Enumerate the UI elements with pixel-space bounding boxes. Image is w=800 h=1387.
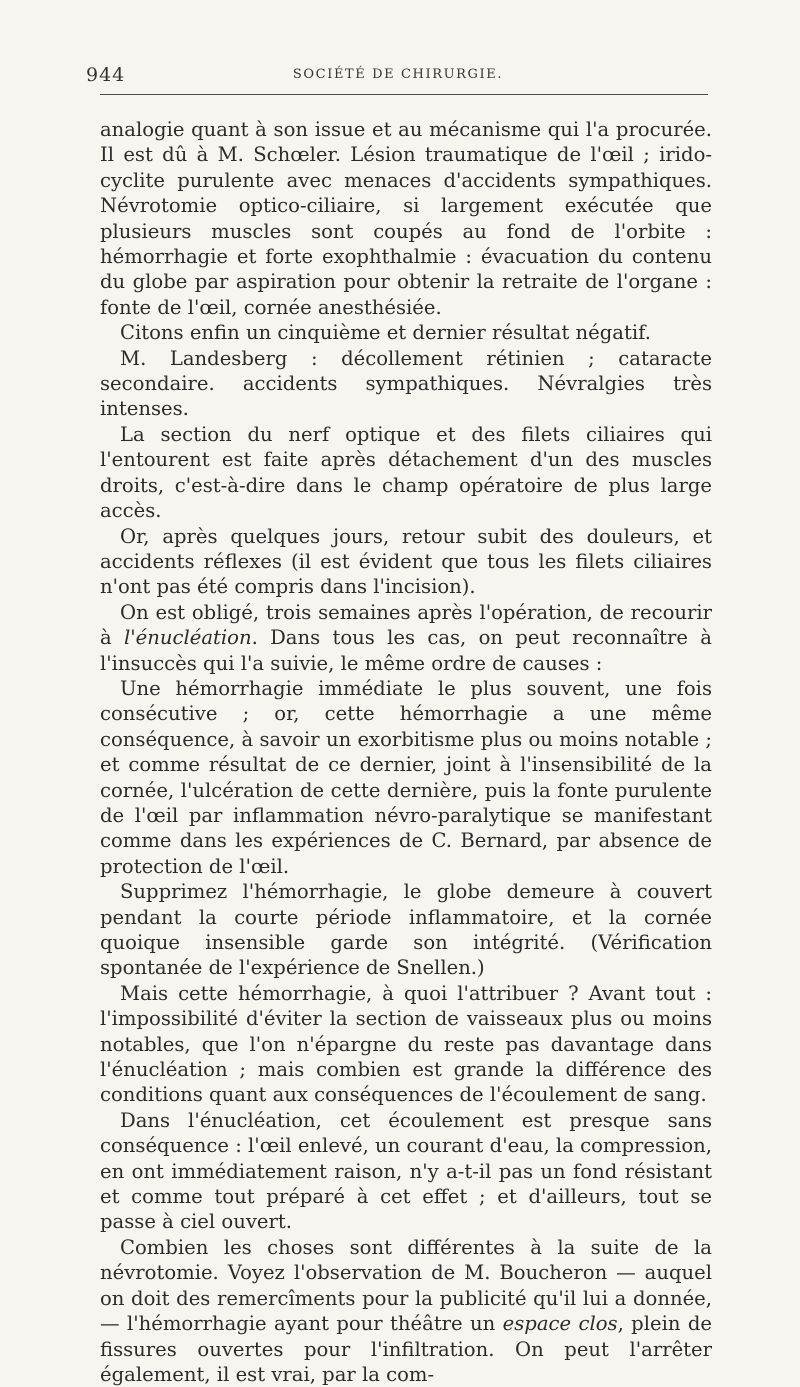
paragraph <box>100 600 712 676</box>
paragraph <box>100 981 712 1108</box>
paragraph <box>100 117 712 320</box>
paragraph <box>100 1108 712 1235</box>
text-run: Une hémorrhagie immédiate le plus souvent, une fois consécutive ; or, cette hémorrhagie a une même conséquence, à savoir un exorbitisme plus ou moins notable ; et comme résultat de ce dernier, joint à l'insensibilité de la cornée, l'ulcération de cette dernière, puis la fonte purulente de l'œil par inflammation névro-paralytique se manifestant comme dans les expériences de C. Bernard, par absence de protection de l'œil. <box>100 676 712 878</box>
paragraph <box>100 524 712 600</box>
text-run: , plein de fissures ouvertes pour l'infiltration. On peut l'arrêter également, il est vrai, par la com- <box>100 1312 712 1386</box>
text-run: Dans l'énucléation, cet écoulement est presque sans conséquence : l'œil enlevé, un courant d'eau, la compression, en ont immédiatement raison, n'y a-t-il pas un fond résistant et comme tout préparé à cet effet ; et d'ailleurs, tout se passe à ciel ouvert. <box>100 1108 712 1234</box>
text-run: Or, après quelques jours, retour subit des douleurs, et accidents réflexes (il est évident que tous les filets ciliaires n'ont pas été compris dans l'incision). <box>100 524 712 599</box>
running-title: SOCIÉTÉ DE CHIRURGIE. <box>292 67 504 82</box>
paragraph <box>100 346 712 422</box>
running-head <box>86 60 710 90</box>
text-run: La section du nerf optique et des filets ciliaires qui l'entourent est faite après détachement d'un des muscles droits, c'est-à-dire dans le champ opératoire de plus large accès. <box>100 422 712 523</box>
text-run: Supprimez l'hémorrhagie, le globe demeure à couvert pendant la courte période inflammatoire, et la cornée quoique insensible garde son intégrité. (Vérification spontanée de l'expérience de Snellen.) <box>100 880 712 980</box>
paragraph <box>100 422 712 524</box>
text-run: Citons enfin un cinquième et dernier résultat négatif. <box>120 321 651 345</box>
paragraph <box>100 320 712 345</box>
italic-phrase: l'énucléation <box>124 626 252 650</box>
italic-phrase: espace clos <box>502 1312 618 1336</box>
text-run: . Dans tous les cas, on peut reconnaître à l'insuccès qui l'a suivie, le même ordre de causes : <box>100 626 712 675</box>
header-rule <box>100 94 708 95</box>
paragraph <box>100 879 712 981</box>
paragraph <box>100 1235 712 1387</box>
page-number: 944 <box>86 64 126 86</box>
body-text <box>100 117 712 1387</box>
text-run: M. Landesberg : décollement rétinien ; cataracte secondaire. accidents sympathiques. Névralgies très intenses. <box>100 346 712 421</box>
paragraph <box>100 676 712 879</box>
text-run: analogie quant à son issue et au mécanisme qui l'a procurée. Il est dû à M. Schœler. Lésion traumatique de l'œil ; irido-cyclite purulente avec menaces d'accidents sympathiques. Névrotomie optico-ciliaire, si largement exécutée que plusieurs muscles sont coupés au fond de l'orbite : hémorrhagie et forte exophthalmie : évacuation du contenu du globe par aspiration pour obtenir la retraite de l'organe : fonte de l'œil, cornée anesthésiée. <box>100 118 712 319</box>
text-run: Combien les choses sont différentes à la suite de la névrotomie. Voyez l'observation de M. Boucheron — auquel on doit des remercîments pour la publicité qu'il lui a donnée, — l'hémorrhagie ayant pour théâtre un <box>100 1235 712 1336</box>
text-run: Mais cette hémorrhagie, à quoi l'attribuer ? Avant tout : l'impossibilité d'éviter la section de vaisseaux plus ou moins notables, que l'on n'épargne du reste pas davantage dans l'énucléation ; mais combien est grande la différence des conditions quant aux conséquences de l'écoulement de sang. <box>100 981 712 1107</box>
text-run: On est obligé, trois semaines après l'opération, de recourir à <box>100 600 712 650</box>
